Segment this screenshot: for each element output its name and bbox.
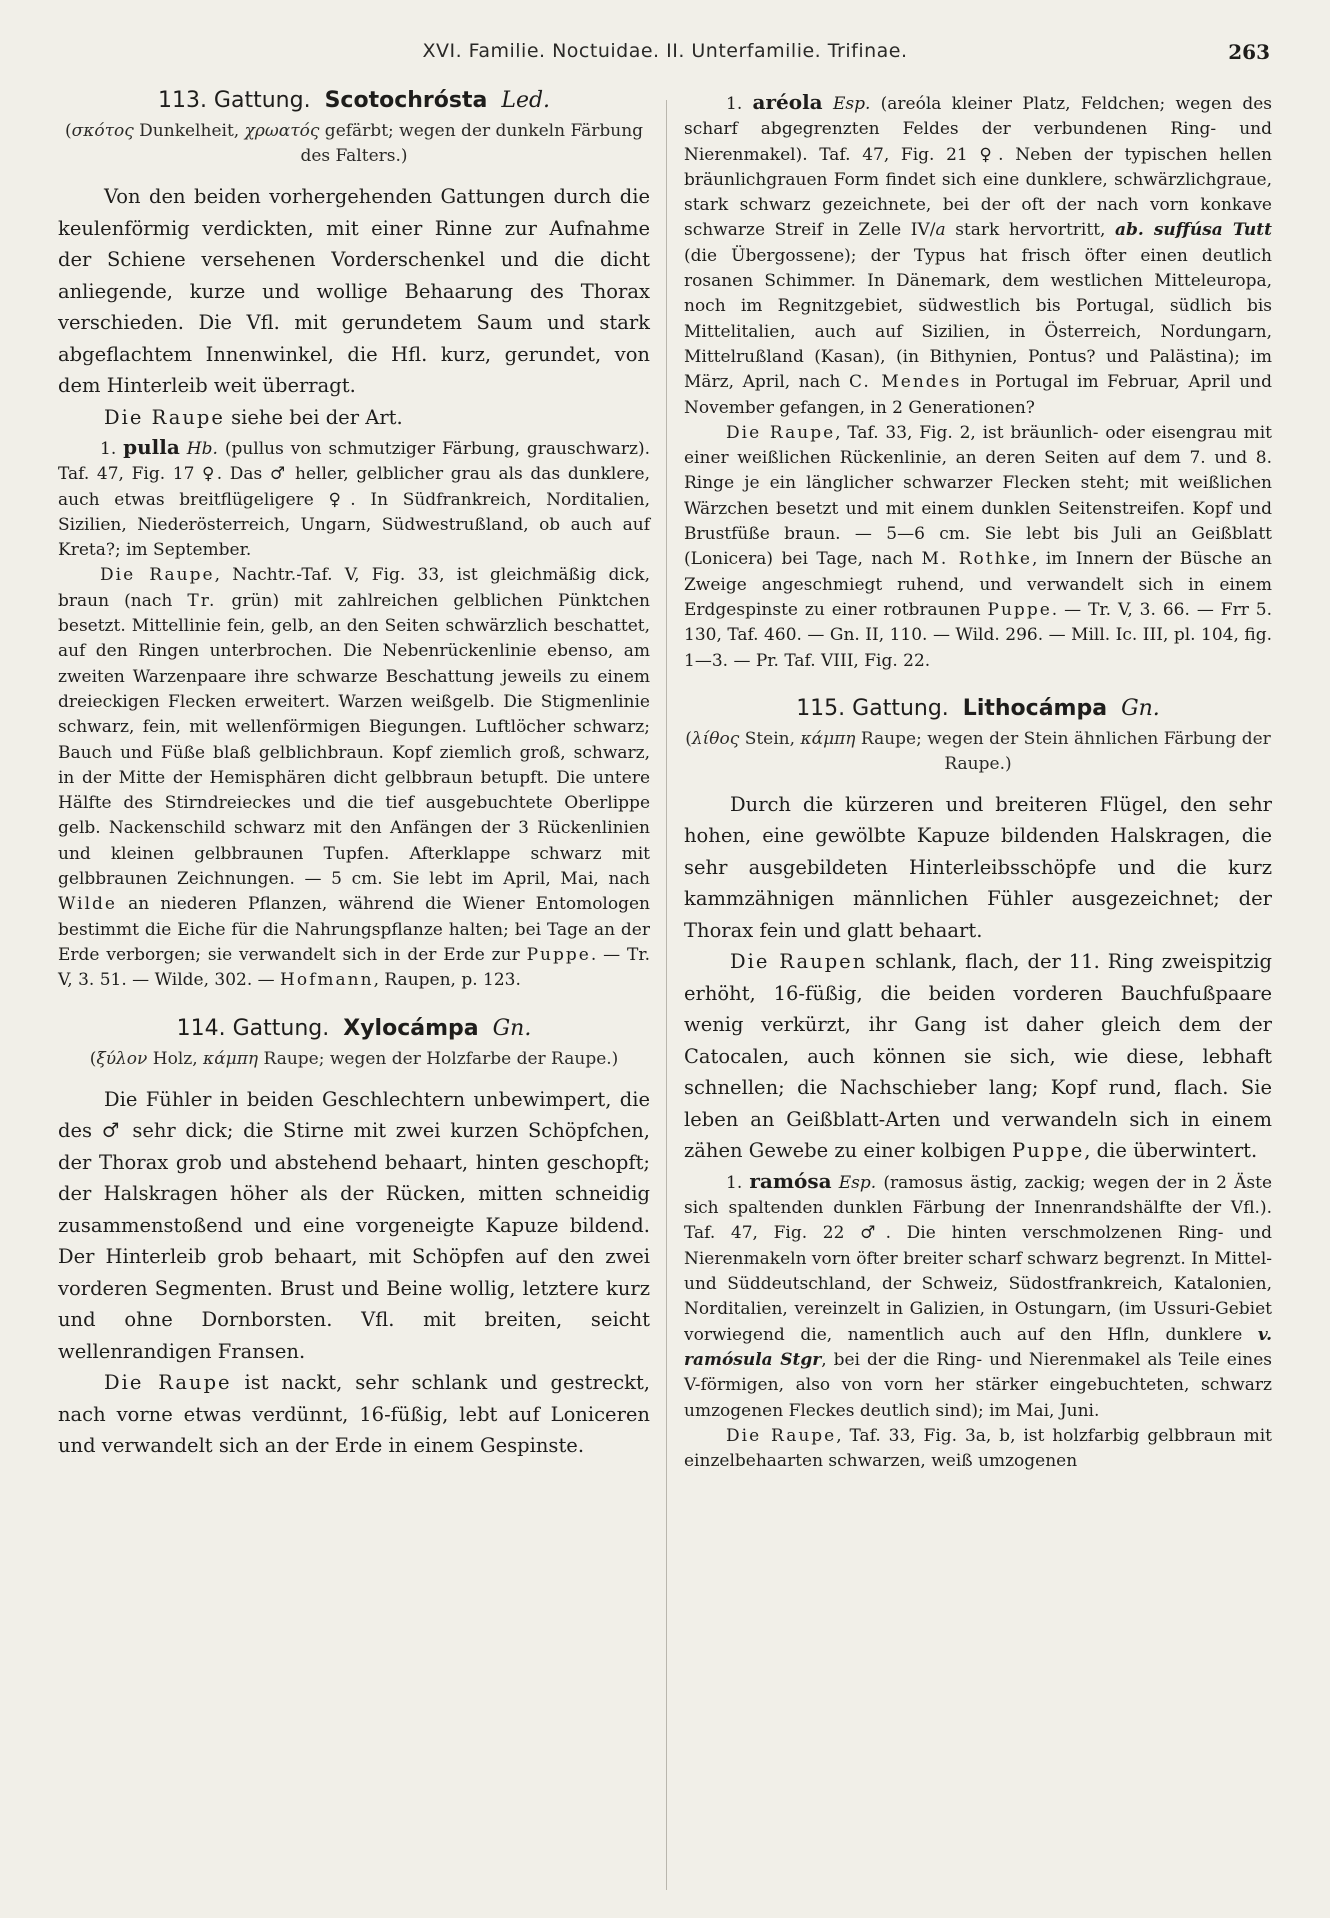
column-divider	[666, 100, 667, 1890]
species-author: Hb.	[186, 439, 218, 459]
etymology-text: gefärbt; wegen der dunkeln Färbung des Falters.)	[300, 121, 644, 166]
genus-114-etymology	[58, 1047, 650, 1072]
raupe-text: ist nackt, sehr schlank und gestreckt, nach vorne etwas verdünnt, 16-füßig, lebt auf Loniceren und verwandelt sich an der Erde in einem Gespinste.	[58, 1371, 650, 1458]
species-pulla	[58, 435, 650, 563]
raupe-word: Die Raupe	[726, 422, 836, 443]
raupe-word: Die Raupen	[730, 950, 868, 974]
larva-areola	[684, 421, 1272, 674]
species-text: (ramosus ästig, zackig; wegen der in 2 Äste sich spaltenden dunklen Färbung der Innenrandshälfte der Vfl.). Taf. 47, Fig. 22 ♂. Die hinten verschmolzenen Ring- und Nierenmakeln vorn öfter breiter scharf schwarz begrenzt. In Mittel- und Süddeutschland, der Schweiz, Südostfrankreich, Katalonien, Norditalien, vereinzelt in Galizien, in Ostungarn, (im Ussuri-Gebiet vorwiegend die, namentlich auch auf den Hfln, dunklere	[684, 1172, 1273, 1345]
genus-114-description: Die Fühler in beiden Geschlechtern unbewimpert, die des ♂ sehr dick; die Stirne mit zwei kurzen Schöpfchen, der Thorax grob und abstehend behaart, hinten geschopft; der Halskragen höher als der Rücken, mitten schneidig zusammenstoßend und eine vorgeneigte Kapuze bildend. Der Hinterleib grob behaart, mit Schöpfen auf den zwei vorderen Segmenten. Brust und Beine wollig, letztere kurz und ohne Dornborsten. Vfl. mit breiten, seicht wellenrandigen Fransen.	[58, 1087, 650, 1363]
genus-author: Gn.	[492, 1015, 532, 1041]
genus-author: Led.	[501, 88, 551, 113]
species-text: , bei der die Ring- und Nierenmakel als Teile eines V-förmigen, also von vorn her stärker eingebuchteten, schwarz umzogenen Fleckes deutlich sind); im Mai, Juni.	[684, 1349, 1272, 1421]
species-text: (die Übergossene); der Typus hat frisch öfter einen deutlich rosanen Schimmer. In Dänemark, dem westlichen Mitteleuropa, noch im Regnitzgebiet, südwestlich bis Portugal, südlich bis Mittelitalien, auch auf Sizilien, in Österreich, Nordungarn, Mittelrußland (Kasan), (in Bithynien, Pontus? und Palästina); im März, April, nach	[684, 245, 1272, 393]
species-number: 1.	[100, 439, 124, 459]
etymology-text: (	[685, 728, 692, 749]
left-column	[58, 88, 650, 1462]
genus-113-description: Von den beiden vorhergehenden Gattungen durch die keulenförmig verdickten, mit einer Rinne zur Aufnahme der Schiene versehenen Vorderschenkel und die dicht anliegende, kurze und wollige Behaarung des Thorax verschieden. Die Vfl. mit gerundetem Saum und stark abgeflachtem Innenwinkel, die Hfl. kurz, gerundet, von dem Hinterleib weit überragt.	[58, 185, 650, 397]
puppe-word: Puppe	[1012, 1139, 1085, 1163]
greek-word: κάμπη	[203, 1048, 259, 1069]
larva-text: , Nachtr.-Taf. V, Fig. 33, ist gleichmäßig dick, braun (nach	[58, 565, 650, 611]
larva-text: , Raupen, p. 123.	[373, 970, 521, 991]
header-title: XVI. Familie. Noctuidae. II. Unterfamilie. Trifinae.	[422, 40, 908, 62]
greek-word: σκότος	[71, 121, 134, 141]
larva-text: , im Innern der Büsche an Zweige angeschmiegt ruhend, und verwandelt sich in einem Erdgespinste zu einer rotbraunen	[684, 549, 1272, 620]
larva-text: . — Tr. V, 3. 51. — Wilde, 302. —	[58, 944, 650, 991]
larva-pulla	[58, 563, 650, 993]
genus-115-description: Durch die kürzeren und breiteren Flügel, den sehr hohen, eine gewölbte Kapuze bildenden Halskragen, die sehr ausgebildeten Hinterleibsschöpfe und die kurz kammzähnigen männlichen Fühler ausgezeichnet; der Thorax fein und glatt behaart.	[684, 792, 1272, 942]
page-number: 263	[1228, 40, 1270, 64]
larva-text: , Taf. 33, Fig. 2, ist bräunlich- oder eisengrau mit einer weißlichen Rückenlinie, an deren Seiten auf dem 7. und 8. Ringe je ein länglicher schwarzer Flecken steht; mit weißlichen Wärzchen besetzt und mit einem dunklen Seitenstreifen. Kopf und Brustfüße braun. — 5—6 cm. Sie lebt bis Juli an Geißblatt (Lonicera) bei Tage, nach	[684, 422, 1272, 570]
species-text: stark hervortritt,	[945, 220, 1115, 241]
etymology-text: (	[89, 1048, 97, 1069]
running-header	[60, 40, 1270, 80]
section-gap	[58, 994, 650, 1016]
genus-name: Lithocámpa	[962, 695, 1108, 721]
genus-115-heading	[684, 696, 1272, 721]
larva-text: , Taf. 33, Fig. 3a, b, ist holzfarbig gelbbraun mit einzelbehaarten schwarzen, weiß umzogenen	[684, 1425, 1273, 1472]
species-text: (pullus von schmutziger Färbung, grauschwarz). Taf. 47, Fig. 17 ♀. Das ♂ heller, gelblicher grau als das dunklere, auch etwas breitflügeligere ♀. In Südfrankreich, Norditalien, Sizilien, Niederösterreich, Ungarn, Südwestrußland, ob auch auf Kreta?; im September.	[58, 439, 650, 561]
raupe-text: siehe bei der Art.	[224, 405, 403, 429]
etymology-text: Raupe; wegen der Holzfarbe der Raupe.)	[258, 1048, 619, 1069]
genus-number: 115. Gattung.	[796, 695, 949, 721]
etymology-text: Stein,	[739, 728, 801, 749]
author-ref: Tr.	[187, 590, 217, 611]
genus-name: Xylocámpa	[343, 1015, 479, 1041]
species-name: ramósa	[749, 1168, 832, 1193]
etymology-text: Raupe; wegen der Stein ähnlichen Färbung der Raupe.)	[855, 728, 1271, 774]
species-number: 1.	[726, 94, 753, 114]
genus-114-raupe-note	[58, 1367, 650, 1462]
raupe-word: Die Raupe	[104, 405, 225, 429]
genus-114-heading	[58, 1016, 650, 1041]
author-ref: M. Rothke	[921, 549, 1032, 570]
greek-word: ξύλον	[96, 1048, 148, 1069]
species-author: Esp.	[838, 1172, 877, 1193]
genus-113-heading	[58, 88, 650, 113]
larva-text: an niederen Pflanzen, während die Wiener Entomologen bestimmt die Eiche für die Nahrungspflanze halten; bei Tage an der Erde verborgen; sie verwandelt sich in der Erde zur	[58, 894, 650, 965]
puppe-word: Puppe	[987, 599, 1052, 620]
greek-word: χρωατός	[244, 121, 320, 141]
etymology-text: Holz,	[147, 1048, 204, 1069]
species-name: aréola	[752, 90, 823, 114]
greek-word: κάμπη	[800, 728, 856, 749]
aberration-name: ab. suffúsa Tutt	[1114, 220, 1272, 241]
raupe-text: , die überwintert.	[1084, 1139, 1258, 1163]
variety-name: v. ramósula Stgr	[684, 1324, 1272, 1370]
greek-word: λίθος	[691, 728, 740, 749]
species-areola	[684, 90, 1272, 421]
genus-113-raupe-note	[58, 402, 650, 434]
section-gap	[684, 674, 1272, 696]
genus-115-raupen-note	[684, 946, 1272, 1167]
species-author: Esp.	[832, 94, 871, 114]
species-ramosa	[684, 1169, 1272, 1424]
species-text: (areóla kleiner Platz, Feldchen; wegen des scharf abgegrenzten Feldes der verbundenen Ring- und Nierenmakel). Taf. 47, Fig. 21 ♀. Neben der typischen hellen bräunlichgrauen Form findet sich eine dunklere, schwärzlichgraue, stark schwarz gezeichnete, bei der oft der nach vorn konkave schwarze Streif in Zelle IV/	[684, 94, 1273, 241]
raupe-text: schlank, flach, der 11. Ring zweispitzig erhöht, 16-füßig, die beiden vorderen Bauchfußpaare wenig verkürzt, ihr Gang ist daher gleich dem der Catocalen, auch können sie sich, wie diese, lebhaft schnellen; die Nachschieber lang; Kopf rund, flach. Sie leben an Geißblatt-Arten und verwandeln sich in einem zähen Gewebe zu einer kolbigen	[684, 950, 1272, 1163]
genus-115-etymology	[684, 727, 1272, 777]
right-column	[684, 88, 1272, 1474]
author-ref: Wilde	[58, 894, 117, 915]
raupe-word: Die Raupe	[100, 565, 215, 586]
larva-text: . — Tr. V, 3. 66. — Frr 5. 130, Taf. 460. — Gn. II, 110. — Wild. 296. — Mill. Ic. III, pl. 104, fig. 1—3. — Pr. Taf. VIII, Fig. 22.	[684, 599, 1272, 671]
raupe-word: Die Raupe	[726, 1425, 837, 1446]
species-name: pulla	[123, 435, 180, 459]
larva-ramosa	[684, 1424, 1272, 1475]
author-ref: Hofmann	[280, 970, 374, 991]
puppe-word: Puppe	[526, 944, 591, 965]
raupe-word: Die Raupe	[104, 1371, 232, 1395]
genus-113-etymology: (σκότος Dunkelheit, χρωατός gefärbt; wegen der dunkeln Färbung des Falters.)	[64, 121, 644, 166]
genus-name: Scotochrósta	[324, 88, 488, 113]
cell-label: a	[935, 220, 946, 241]
genus-number: 114. Gattung.	[176, 1015, 330, 1041]
species-number: 1.	[726, 1172, 750, 1193]
larva-text: grün) mit zahlreichen gelblichen Pünktchen besetzt. Mittellinie fein, gelb, an den Seiten schwärzlich beschattet, auf den Ringen unterbrochen. Die Nebenrückenlinie ebenso, am zweiten Warzenpaare ihre schwarze Beschattung jeweils zu einem dreieckigen Flecken erweitert. Warzen weißgelb. Die Stigmenlinie schwarz, fein, mit wellenförmigen Biegungen. Luftlöcher schwarz; Bauch und Füße blaß gelblichbraun. Kopf ziemlich groß, schwarz, in der Mitte der Hemisphären dicht gelbbraun betupft. Die untere Hälfte des Stirndreieckes und die tief ausgebuchtete Oberlippe gelb. Nackenschild schwarz mit den Anfängen der 3 Rückenlinien und kleinen gelbbraunen Tupfen. Afterklappe schwarz mit gelbbraunen Zeichnungen. — 5 cm. Sie lebt im April, Mai, nach	[58, 590, 650, 890]
etymology-text: Dunkelheit,	[133, 121, 245, 141]
genus-author: Gn.	[1121, 695, 1160, 721]
genus-number: 113. Gattung.	[157, 88, 311, 113]
species-text: in Portugal im Februar, April und November gefangen, in 2 Generationen?	[684, 372, 1273, 418]
author-ref: C. Mendes	[848, 372, 962, 393]
